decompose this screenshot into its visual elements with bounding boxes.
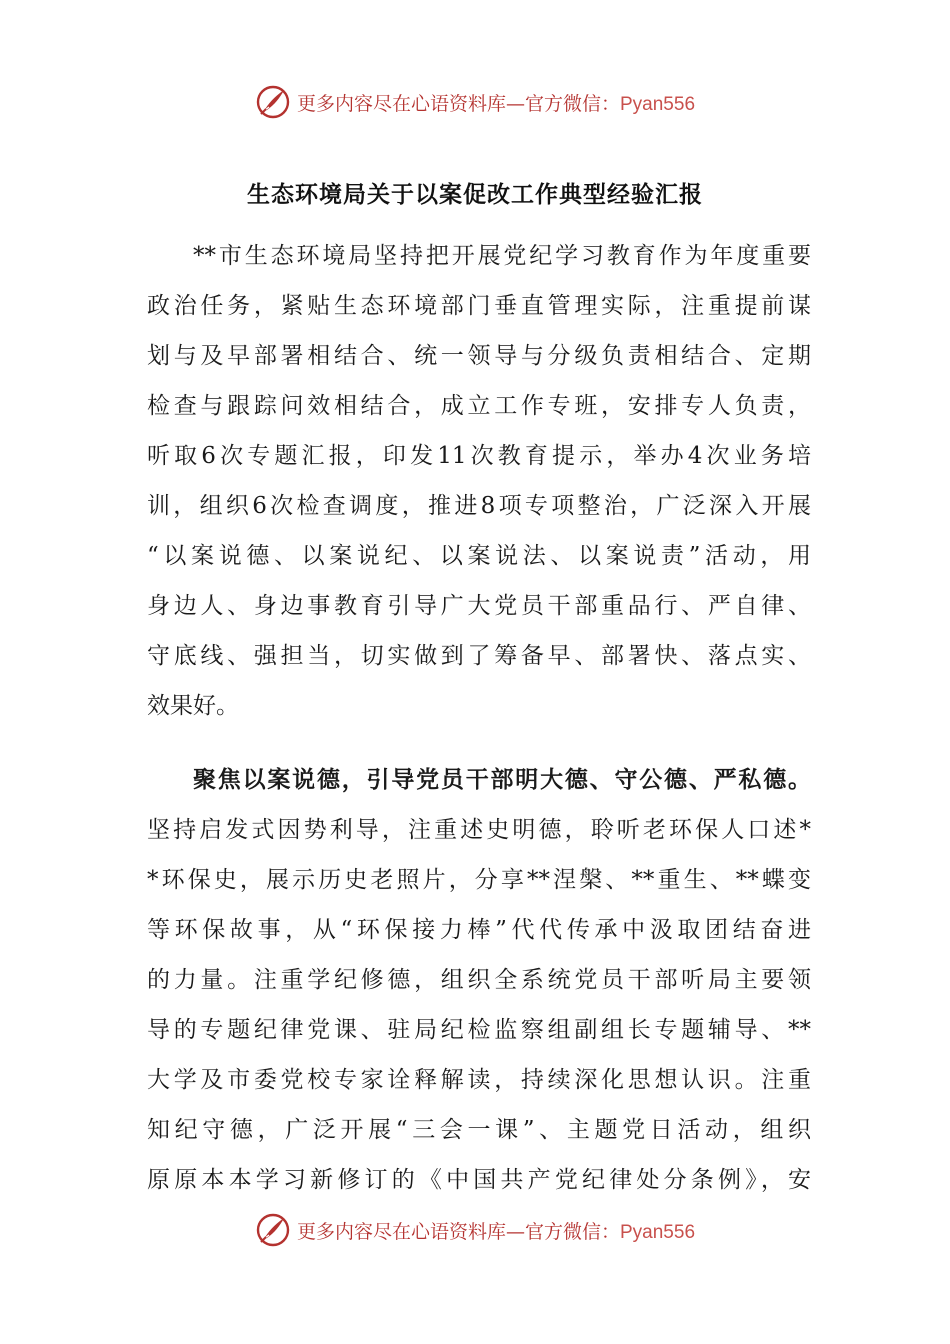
paragraph-1 — [147, 231, 811, 731]
bottom-watermark-banner — [0, 1210, 950, 1250]
paragraph-line: 划与及早部署相结合、统一领导与分级负责相结合、定期 — [147, 343, 811, 369]
paragraph-line: 听取6次专题汇报，印发11次教育提示，举办4次业务培 — [147, 443, 811, 469]
quill-logo-icon — [255, 84, 291, 120]
watermark-wechat-id: Pyan556 — [620, 93, 696, 115]
paragraph-line: 知纪守德，广泛开展“三会一课”、主题党日活动，组织 — [147, 1117, 811, 1143]
document-body — [147, 231, 811, 1205]
paragraph-line: 的力量。注重学纪修德，组织全系统党员干部听局主要领 — [147, 967, 811, 993]
watermark-site-name: 更多内容尽在心语资料库 — [296, 1220, 506, 1243]
quill-logo-icon — [255, 1212, 291, 1248]
paragraph-line: 检查与跟踪问效相结合，成立工作专班，安排专人负责， — [147, 393, 811, 419]
paragraph-2 — [147, 755, 811, 1205]
paragraph-line: 身边人、身边事教育引导广大党员干部重品行、严自律、 — [147, 593, 811, 619]
paragraph-line: 原原本本学习新修订的《中国共产党纪律处分条例》，安 — [147, 1167, 811, 1193]
watermark-dash: — — [505, 92, 525, 115]
watermark-wechat-label: 官方微信： — [524, 92, 620, 115]
paragraph-line: *环保史，展示历史老照片，分享**涅槃、**重生、**蝶变 — [147, 867, 811, 893]
paragraph-line: 训，组织6次检查调度，推进8项专项整治，广泛深入开展 — [147, 493, 811, 519]
watermark-wechat-label: 官方微信： — [524, 1220, 620, 1243]
document-title: 生态环境局关于以案促改工作典型经验汇报 — [247, 181, 703, 208]
paragraph-line: 政治任务，紧贴生态环境部门垂直管理实际，注重提前谋 — [147, 293, 811, 319]
paragraph-line: 效果好。 — [147, 693, 239, 719]
paragraph-line: 导的专题纪律党课、驻局纪检监察组副组长专题辅导、** — [147, 1017, 811, 1043]
paragraph-line: “以案说德、以案说纪、以案说法、以案说责”活动，用 — [147, 543, 811, 569]
watermark-site-name: 更多内容尽在心语资料库 — [296, 92, 506, 115]
paragraph-line: 坚持启发式因势利导，注重述史明德，聆听老环保人口述* — [147, 817, 811, 843]
watermark-text — [297, 1217, 695, 1244]
top-watermark-banner — [0, 82, 950, 122]
watermark-text — [297, 89, 695, 116]
watermark-dash: — — [505, 1220, 525, 1243]
paragraph-line: 守底线、强担当，切实做到了筹备早、部署快、落点实、 — [147, 643, 811, 669]
section-heading: 聚焦以案说德，引导党员干部明大德、守公德、严私德。 — [193, 766, 811, 793]
paragraph-line: 等环保故事，从“环保接力棒”代代传承中汲取团结奋进 — [147, 917, 811, 943]
paragraph-spacer — [147, 731, 811, 755]
paragraph-line: 大学及市委党校专家诠释解读，持续深化思想认识。注重 — [147, 1067, 811, 1093]
paragraph-line: **市生态环境局坚持把开展党纪学习教育作为年度重要 — [193, 243, 811, 269]
watermark-wechat-id: Pyan556 — [620, 1221, 696, 1243]
